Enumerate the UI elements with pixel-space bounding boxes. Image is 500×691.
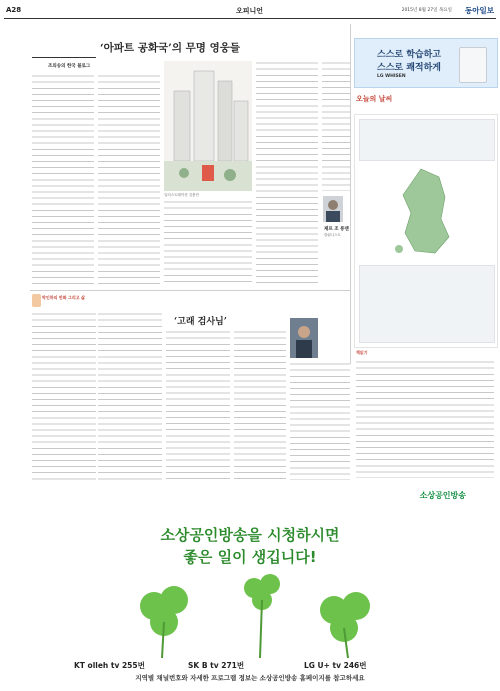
columnist-title: 칼럼니스트	[324, 233, 341, 237]
photo-credit: 일러스트레이션 김충민	[164, 193, 199, 197]
channel-kt: KT olleh tv 255번	[74, 661, 145, 670]
ad-tagline-1: 소상공인방송을 시청하시면	[160, 526, 340, 544]
ad-brand: LG WHISEN	[377, 74, 406, 79]
article-body-col4	[256, 61, 318, 287]
weather-title: 오늘의 날씨	[356, 95, 393, 103]
bottom-advertisement[interactable]	[4, 484, 496, 688]
byline-rule	[32, 57, 96, 58]
weather-table	[359, 265, 495, 343]
ad-headline-2: 스스로 쾌적하게	[377, 63, 441, 73]
issue-date: 2015년 8월 27일 목요일	[401, 8, 452, 13]
article2-headline: ‘고래 검사님’	[174, 317, 227, 327]
clover-illustration	[4, 570, 496, 660]
page-number: A28	[6, 6, 22, 14]
series-title: 박인하의 만화 그리고 삶	[42, 295, 85, 300]
sidebar-column-body	[356, 360, 494, 478]
korea-map-icon	[391, 167, 461, 257]
lg-whisen-ad[interactable]	[354, 38, 498, 88]
column-byline: 조의송의 한국 블로그	[48, 64, 91, 69]
sidebar-column-title: 책읽기	[356, 350, 368, 355]
article-body-col5	[322, 61, 350, 191]
article-body-col3	[164, 200, 252, 286]
article2-body-col2	[98, 312, 162, 480]
weather-forecast-strip	[359, 119, 495, 161]
article2-photo	[290, 318, 318, 358]
sidebar-divider	[350, 24, 351, 364]
columnist-name: 제프 조 롱맨	[324, 227, 349, 232]
article-body-col1	[32, 74, 94, 286]
article2-body-col4	[234, 330, 286, 480]
ad-footer: 지역별 채널번호와 자세한 프로그램 정보는 소상공인방송 홈페이지를 참고하세요	[135, 674, 365, 682]
section-title: 오피니언	[236, 7, 264, 15]
article2-body-col5	[290, 362, 350, 480]
article-photo	[164, 61, 252, 191]
ad-tagline-2: 좋은 일이 생깁니다!	[183, 548, 317, 566]
page-header	[4, 4, 496, 18]
channel-lg: LG U+ tv 246번	[304, 661, 367, 670]
header-rule	[4, 18, 496, 19]
columnist-photo	[323, 196, 343, 222]
series-illustration-icon	[32, 294, 41, 307]
weather-map-panel	[354, 114, 498, 348]
article-headline: ‘아파트 공화국’의 무명 영웅들	[100, 42, 240, 54]
masthead: 동아일보	[465, 6, 494, 15]
air-conditioner-icon	[459, 47, 487, 83]
apartment-illustration	[164, 61, 252, 191]
section-divider	[30, 290, 350, 291]
article2-body-col3	[166, 330, 230, 480]
ad-logo: 소상공인방송	[419, 491, 466, 500]
article2-body-col1	[32, 312, 96, 480]
channel-sk: SK B tv 271번	[188, 661, 245, 670]
article-body-col2	[98, 74, 160, 286]
ad-headline-1: 스스로 학습하고	[377, 50, 441, 60]
